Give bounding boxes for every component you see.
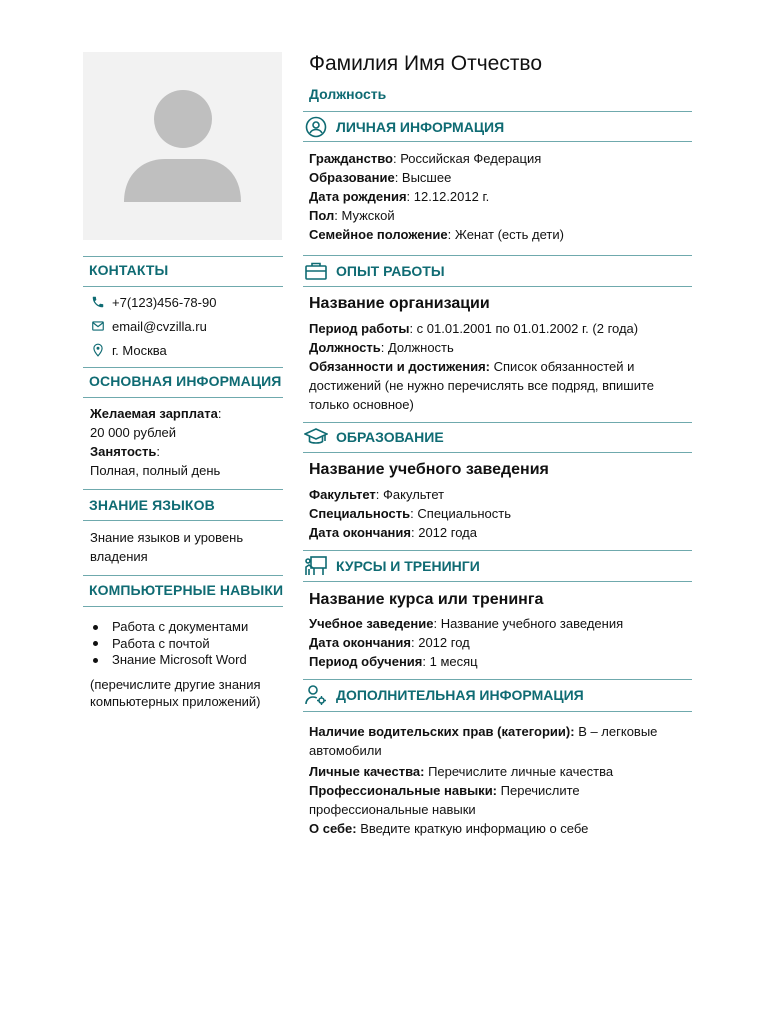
computer-skills-heading: КОМПЬЮТЕРНЫЕ НАВЫКИ (89, 582, 284, 598)
personal-row: Образование: Высшее (309, 170, 452, 185)
basic-info-block: Желаемая зарплата: 20 000 рублей Занятость: Полная, полный день (90, 406, 222, 478)
courses-block: Учебное заведение: Название учебного заведения Дата окончания: 2012 год Период обучения: 1 месяц (309, 616, 624, 669)
personal-row: Семейное положение: Женат (есть дети) (309, 227, 564, 242)
full-name: Фамилия Имя Отчество (309, 52, 543, 75)
work-experience-heading: ОПЫТ РАБОТЫ (304, 256, 445, 286)
personal-row: Гражданство: Российская Федерация (309, 151, 542, 166)
salary-value: 20 000 рублей (90, 425, 177, 440)
email-text: email@cvzilla.ru (112, 318, 207, 334)
briefcase-icon (304, 260, 328, 282)
profile-photo-placeholder[interactable] (83, 52, 282, 240)
personal-info-heading: ЛИЧНАЯ ИНФОРМАЦИЯ (304, 112, 504, 142)
organization-name: Название организации (309, 295, 490, 312)
avatar-silhouette-icon (83, 52, 282, 240)
work-block: Период работы: с 01.01.2001 по 01.01.2002 г. (2 года) Должность: Должность Обязанности и достижения: Список обязанностей и достижений (не нужно перечислять все подряд, впишите только основное) (309, 321, 655, 412)
computer-skills-list (93, 619, 248, 669)
contacts-heading: КОНТАКТЫ (89, 262, 169, 278)
personal-info-block (309, 149, 679, 244)
list-item: Знание Microsoft Word (93, 652, 248, 669)
phone-icon (91, 295, 105, 309)
languages-heading: ЗНАНИЕ ЯЗЫКОВ (89, 497, 215, 513)
computer-skills-note: (перечислите другие знания компьютерных приложений) (90, 677, 261, 709)
employment-label: Занятость (90, 444, 157, 459)
presentation-board-icon (304, 555, 328, 577)
user-circle-icon (304, 116, 328, 138)
school-name: Название учебного заведения (309, 461, 549, 478)
contact-phone[interactable] (91, 292, 216, 312)
personal-row: Пол: Мужской (309, 208, 395, 223)
contact-city (91, 340, 167, 360)
personal-row: Дата рождения: 12.12.2012 г. (309, 189, 490, 204)
additional-info-heading: ДОПОЛНИТЕЛЬНАЯ ИНФОРМАЦИЯ (304, 680, 584, 710)
graduation-cap-icon (304, 426, 328, 448)
phone-text: +7(123)456-78-90 (112, 294, 217, 310)
contact-email[interactable] (91, 316, 207, 336)
languages-line1: Знание языков и уровень (90, 530, 244, 545)
list-item: Работа с почтой (93, 636, 248, 653)
job-title: Должность (309, 86, 387, 102)
location-pin-icon (91, 343, 105, 357)
education-block: Факультет: Факультет Специальность: Специальность Дата окончания: 2012 года (309, 487, 511, 540)
salary-label: Желаемая зарплата (90, 406, 218, 421)
additional-block: Наличие водительских прав (категории): В – легковые автомобили Личные качества: Перечислите личные качества Профессиональные навыки: Перечислите профессиональные навыки О себе: Введите краткую информацию о себе (309, 724, 658, 836)
course-name: Название курса или тренинга (309, 591, 544, 608)
city-text: г. Москва (112, 342, 167, 358)
list-item: Работа с документами (93, 619, 248, 636)
courses-heading: КУРСЫ И ТРЕНИНГИ (304, 551, 480, 581)
education-heading: ОБРАЗОВАНИЕ (304, 422, 444, 452)
basic-info-heading: ОСНОВНАЯ ИНФОРМАЦИЯ (89, 373, 282, 389)
employment-value: Полная, полный день (90, 463, 221, 478)
languages-line2: владения (90, 549, 148, 564)
languages-block (90, 528, 243, 566)
user-settings-icon (304, 684, 328, 706)
email-icon (91, 319, 105, 333)
